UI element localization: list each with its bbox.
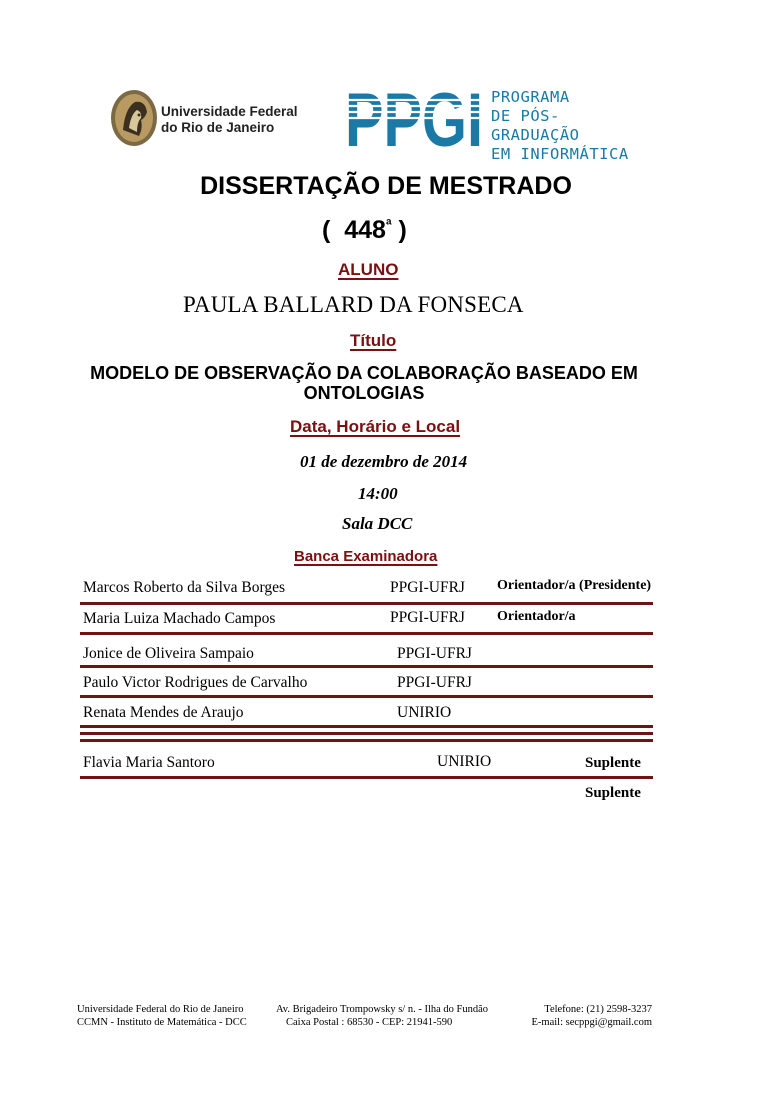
row-divider	[80, 665, 653, 668]
ufrj-name-line2: do Rio de Janeiro	[161, 120, 275, 135]
member-name: Maria Luiza Machado Campos	[83, 610, 276, 627]
ppgi-program-name	[491, 88, 645, 164]
student-label: ALUNO	[338, 260, 399, 279]
thesis-title: MODELO DE OBSERVAÇÃO DA COLABORAÇÃO BASEADO EM ONTOLOGIAS	[90, 363, 638, 403]
ppgi-line1: PROGRAMA	[491, 88, 570, 106]
alternate-role: Suplente	[585, 785, 641, 801]
member-institution: PPGI-UFRJ	[397, 674, 472, 691]
row-divider	[80, 732, 653, 735]
member-role: Orientador/a (Presidente)	[497, 578, 652, 593]
alternate-institution: UNIRIO	[437, 753, 492, 770]
member-institution: PPGI-UFRJ	[397, 645, 472, 662]
row-divider	[80, 602, 653, 605]
member-name: Marcos Roberto da Silva Borges	[83, 579, 286, 596]
ufrj-logo	[109, 88, 299, 150]
footer-university: Universidade Federal do Rio de Janeiro	[77, 1004, 244, 1015]
row-divider	[80, 695, 653, 698]
ppgi-logo	[345, 86, 645, 163]
member-role: Orientador/a	[497, 609, 576, 624]
footer-phone: Telefone: (21) 2598-3237	[544, 1004, 652, 1015]
committee-label: Banca Examinadora	[294, 548, 438, 565]
footer-street: Av. Brigadeiro Trompowsky s/ n. - Ilha do Fundão	[276, 1004, 489, 1015]
ppgi-mark-text: PPGI	[345, 86, 483, 150]
number-ordinal: ª	[385, 217, 392, 234]
thesis-title-label: Título	[350, 331, 397, 350]
ppgi-line2: DE PÓS-GRADUAÇÃO	[491, 107, 580, 144]
member-institution: PPGI-UFRJ	[390, 609, 465, 626]
member-institution: UNIRIO	[397, 704, 452, 721]
schedule-label: Data, Horário e Local	[290, 417, 461, 436]
row-divider	[80, 725, 653, 728]
footer-email: E-mail: secppgi@gmail.com	[531, 1017, 652, 1028]
footer-address-institution	[77, 1003, 247, 1029]
ppgi-line3: EM INFORMÁTICA	[491, 145, 629, 163]
defense-time: 14:00	[358, 484, 398, 503]
member-name: Paulo Victor Rodrigues de Carvalho	[83, 674, 308, 691]
number-prefix: ( 448	[322, 216, 386, 244]
ppgi-mark	[345, 86, 483, 150]
student-name: PAULA BALLARD DA FONSECA	[183, 292, 524, 317]
ufrj-name	[161, 104, 298, 136]
ufrj-seal-icon	[109, 88, 159, 148]
member-name: Renata Mendes de Araujo	[83, 704, 244, 721]
footer-institute: CCMN - Instituto de Matemática - DCC	[77, 1017, 247, 1028]
alternate-role: Suplente	[585, 755, 641, 771]
document-title: DISSERTAÇÃO DE MESTRADO	[200, 172, 572, 200]
defense-date: 01 de dezembro de 2014	[300, 452, 468, 471]
ufrj-name-line1: Universidade Federal	[161, 104, 298, 119]
footer-contact	[522, 1003, 652, 1029]
footer-address	[276, 1003, 488, 1029]
document-number	[322, 216, 407, 245]
alternate-name: Flavia Maria Santoro	[83, 754, 215, 771]
member-name: Jonice de Oliveira Sampaio	[83, 645, 254, 662]
footer-postal: Caixa Postal : 68530 - CEP: 21941-590	[286, 1017, 453, 1028]
member-institution: PPGI-UFRJ	[390, 579, 465, 596]
row-divider	[80, 776, 653, 779]
row-divider	[80, 632, 653, 635]
number-close: )	[391, 216, 407, 244]
row-divider	[80, 739, 653, 742]
defense-room: Sala DCC	[342, 514, 413, 533]
